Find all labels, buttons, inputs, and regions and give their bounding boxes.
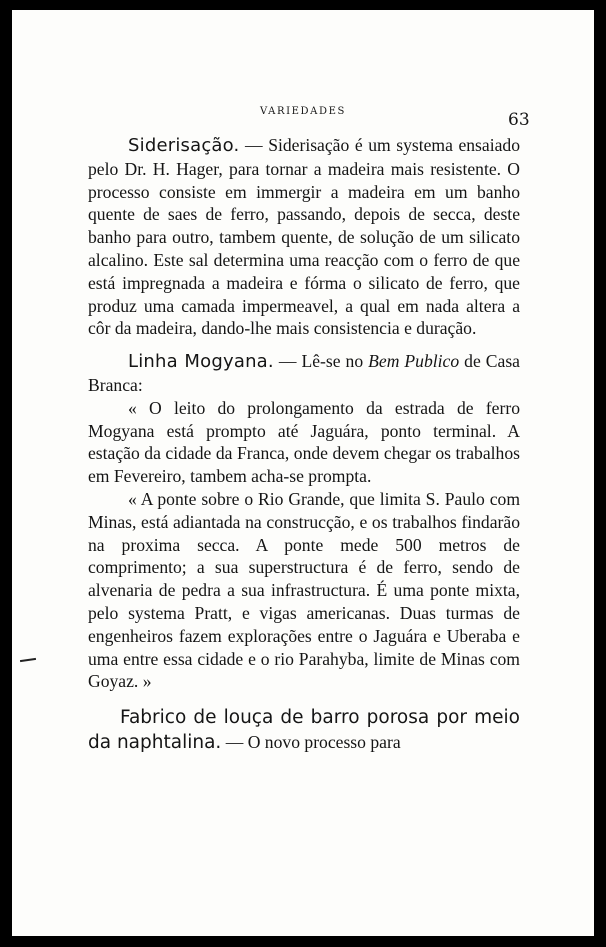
page-number: 63	[508, 110, 530, 130]
article-heading: Siderisação.	[128, 135, 240, 156]
article-body-start: O novo processo para	[247, 732, 401, 753]
article-siderisacao	[88, 134, 520, 340]
article-fabrico	[88, 705, 520, 755]
article-linha-mogyana	[88, 350, 520, 397]
article-intro: Lê-se no	[301, 351, 369, 372]
book-page	[12, 10, 594, 936]
article-intro-end: de Casa Branca:	[88, 351, 520, 395]
text-block	[88, 134, 520, 755]
source-title: Bem Publico	[368, 351, 460, 372]
running-title: VARIEDADES	[260, 106, 346, 117]
article-heading: Linha Mogyana.	[128, 351, 274, 373]
heading-dash: —	[239, 135, 269, 155]
quote-paragraph-2: « A ponte sobre o Rio Grande, que limita S. Paulo com Minas, está adiantada na construcção, e os trabalhos findarão na proxima secca. A ponte mede 500 metros de comprimento; a sua superstructura é de ferro, sendo de alvenaria de pedra a sua infrastructura. É uma ponte mixta, pelo systema Pratt, e vigas americanas. Duas turmas de engenheiros fazem explorações entre o Jaguára e Uberaba e uma entre essa cidade e o rio Parahyba, limite de Minas com Goyaz. »	[88, 488, 520, 692]
margin-mark-icon	[18, 656, 38, 666]
heading-dash: —	[273, 351, 302, 372]
heading-dash: —	[221, 732, 248, 753]
article-body: Siderisação é um systema ensaiado pelo Dr. H. Hager, para tornar a madeira mais resistente. O processo consiste em immergir a madeira em um banho quente de saes de ferro, passando, depois de secca, deste banho para outro, tambem quente, de solução de um silicato alcalino. Este sal determina uma reacção com o ferro de que está impregnada a madeira e fórma o silicato de ferro, que produz uma camada impermeavel, a qual em nada altera a côr da madeira, dando-lhe mais consistencia e duração.	[88, 135, 521, 339]
article-heading: Fabrico de louça de barro porosa por meio da naphtalina.	[88, 707, 520, 754]
quote-paragraph-1: « O leito do prolongamento da estrada de ferro Mogyana está prompto até Jaguára, ponto terminal. A estação da cidade da Franca, onde devem chegar os trabalhos em Fevereiro, tambem acha-se prompta.	[88, 397, 520, 487]
